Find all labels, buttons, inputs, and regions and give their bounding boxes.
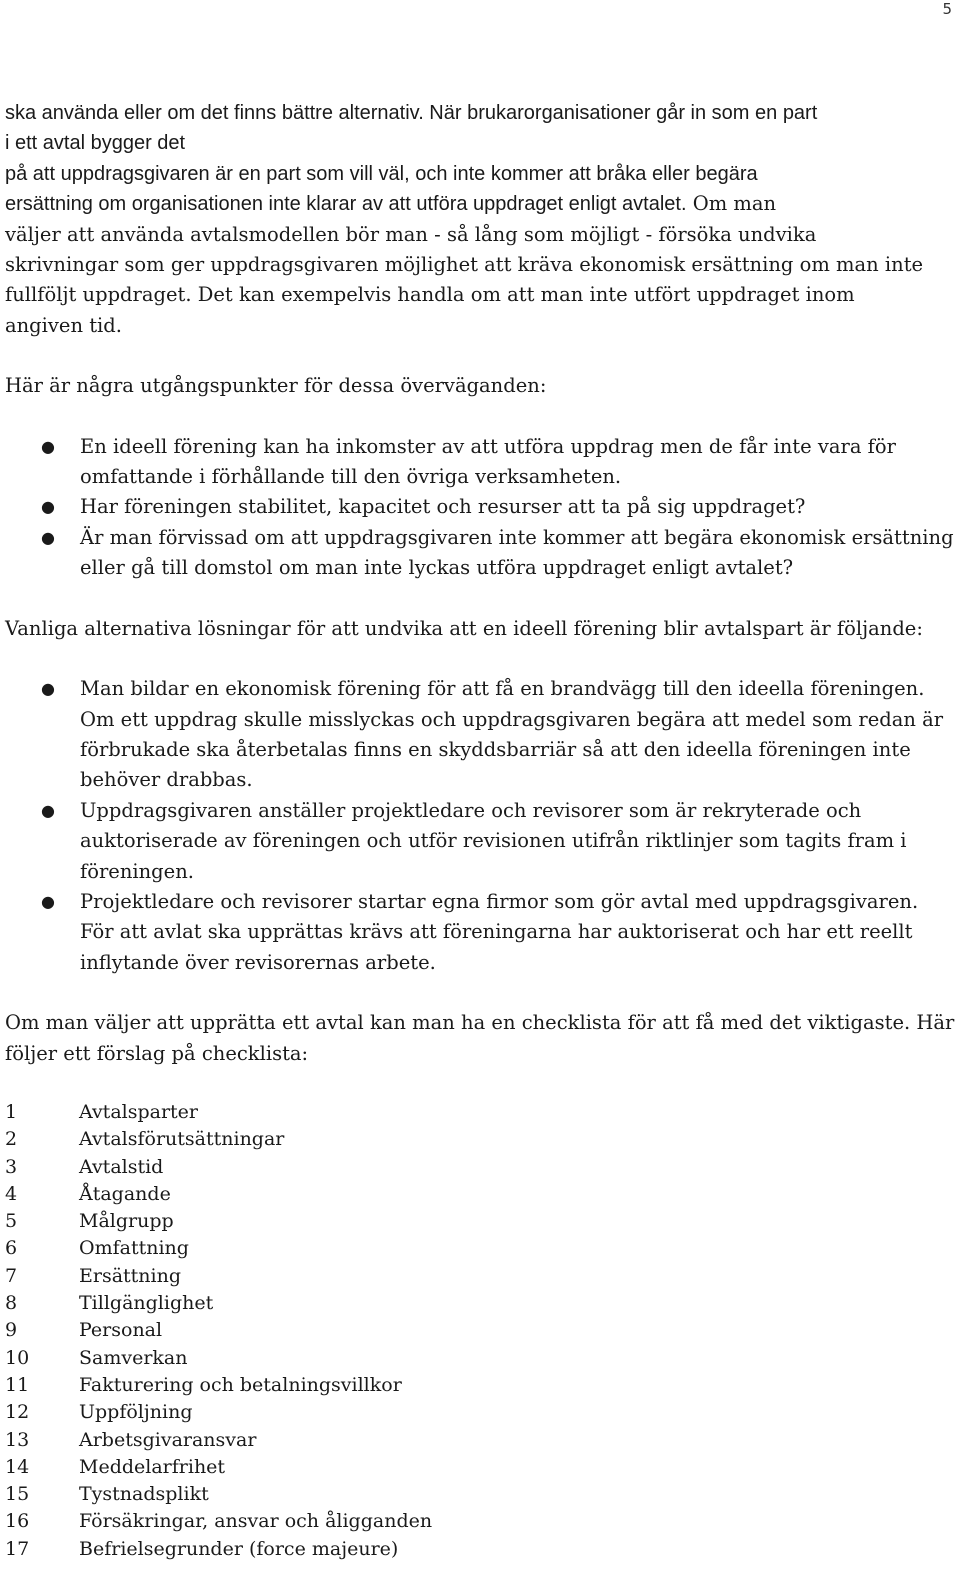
page-number: 5 xyxy=(942,0,952,18)
bullet-icon: ● xyxy=(41,497,55,517)
checklist-label: Befrielsegrunder (force majeure) xyxy=(79,1537,399,1560)
checklist-number: 10 xyxy=(5,1346,30,1369)
checklist-item xyxy=(5,1317,955,1344)
checklist-item xyxy=(5,1372,955,1399)
checklist-number: 5 xyxy=(5,1210,18,1233)
intro-paragraph xyxy=(5,98,955,341)
checklist-item xyxy=(5,1126,955,1153)
checklist-number: 6 xyxy=(5,1237,18,1260)
intro-line: skrivningar som ger uppdragsgivaren möjlighet att kräva ekonomisk ersättning om man inte xyxy=(5,253,924,277)
checklist-item xyxy=(5,1154,955,1181)
list-item xyxy=(5,492,955,522)
checklist-label: Avtalstid xyxy=(79,1155,164,1178)
checklist xyxy=(5,1099,955,1563)
checklist-label: Omfattning xyxy=(79,1237,189,1260)
checklist-item xyxy=(5,1099,955,1126)
checklist-item xyxy=(5,1399,955,1426)
checklist-item xyxy=(5,1427,955,1454)
checklist-item xyxy=(5,1181,955,1208)
checklist-number: 13 xyxy=(5,1428,30,1451)
checklist-item xyxy=(5,1290,955,1317)
intro-line: väljer att använda avtalsmodellen bör man - så lång som möjligt - försöka undvika xyxy=(5,222,817,246)
checklist-number: 9 xyxy=(5,1319,18,1342)
bullet-icon: ● xyxy=(41,527,55,547)
checklist-item xyxy=(5,1345,955,1372)
checklist-number: 4 xyxy=(5,1182,18,1205)
checklist-label: Fakturering och betalningsvillkor xyxy=(79,1373,402,1396)
checklist-number: 3 xyxy=(5,1155,18,1178)
checklist-number: 15 xyxy=(5,1483,30,1506)
checklist-item xyxy=(5,1208,955,1235)
list-item xyxy=(5,796,955,887)
document-body xyxy=(5,98,955,1563)
checklist-label: Avtalsparter xyxy=(79,1100,199,1123)
checklist-label: Försäkringar, ansvar och åligganden xyxy=(79,1510,433,1533)
checklist-number: 11 xyxy=(5,1373,30,1396)
alternatives-heading: Vanliga alternativa lösningar för att undvika att en ideell förening blir avtalspart är följande: xyxy=(5,616,923,640)
checklist-number: 17 xyxy=(5,1537,30,1560)
intro-continuation: Om man xyxy=(686,192,777,216)
list-item-text: Uppdragsgivaren anställer projektledare och revisorer som är rekryterade och auktoriserade av föreningen och utför revisionen utifrån riktlinjer som tagits fram i föreningen. xyxy=(80,798,907,883)
list-item-text: En ideell förening kan ha inkomster av att utföra uppdrag men de får inte vara för omfattande i förhållande till den övriga verksamheten. xyxy=(80,434,896,489)
checklist-label: Tystnadsplikt xyxy=(79,1483,209,1506)
bullet-icon: ● xyxy=(41,800,55,820)
checklist-label: Ersättning xyxy=(79,1264,182,1287)
list-item xyxy=(5,674,955,796)
list-item xyxy=(5,523,955,584)
bullet-icon: ● xyxy=(41,891,55,911)
checklist-label: Uppföljning xyxy=(79,1401,193,1424)
checklist-label: Åtagande xyxy=(79,1182,171,1205)
intro-line: på att uppdragsgivaren är en part som vill väl, och inte kommer att bråka eller begära xyxy=(5,162,758,185)
checklist-number: 16 xyxy=(5,1510,30,1533)
list-item-text: Man bildar en ekonomisk förening för att få en brandvägg till den ideella föreningen. Om ett uppdrag skulle misslyckas och uppdragsgivaren begära att medel som redan är förbrukade ska återbetalas finns en skyddsbarriär så att den ideella föreningen inte behöver drabbas. xyxy=(80,677,944,792)
list-item xyxy=(5,432,955,493)
checklist-number: 1 xyxy=(5,1100,18,1123)
list-item-text: Projektledare och revisorer startar egna firmor som gör avtal med uppdragsgivaren. För att avlat ska upprättas krävs att föreningarna har auktoriserat och har ett reellt inflytande över revisorernas arbete. xyxy=(80,889,919,974)
list-item-text: Har föreningen stabilitet, kapacitet och resurser att ta på sig uppdraget? xyxy=(80,495,806,519)
checklist-label: Meddelarfrihet xyxy=(79,1455,226,1478)
checklist-item xyxy=(5,1481,955,1508)
checklist-number: 12 xyxy=(5,1401,30,1424)
checklist-label: Samverkan xyxy=(79,1346,188,1369)
alternatives-list xyxy=(5,674,955,978)
intro-line: ska använda eller om det finns bättre alternativ. När brukarorganisationer går in som en part xyxy=(5,102,818,124)
checklist-number: 8 xyxy=(5,1292,18,1315)
checklist-item xyxy=(5,1508,955,1535)
checklist-number: 2 xyxy=(5,1128,18,1151)
intro-line: angiven tid. xyxy=(5,313,122,337)
checklist-label: Tillgänglighet xyxy=(79,1292,214,1315)
checklist-item xyxy=(5,1235,955,1262)
intro-line: fullföljt uppdraget. Det kan exempelvis handla om att man inte utfört uppdraget inom xyxy=(5,283,855,307)
checklist-item xyxy=(5,1454,955,1481)
checklist-item xyxy=(5,1263,955,1290)
list-item xyxy=(5,887,955,978)
checklist-item xyxy=(5,1536,955,1563)
checklist-intro: Om man väljer att upprätta ett avtal kan man ha en checklista för att få med det viktigaste. Här följer ett förslag på checklista: xyxy=(5,1011,955,1065)
intro-line: ersättning om organisationen inte klarar av att utföra uppdraget enligt avtalet. xyxy=(5,193,687,216)
checklist-label: Arbetsgivaransvar xyxy=(79,1428,257,1451)
intro-line-mixed xyxy=(5,189,955,219)
bullet-icon: ● xyxy=(41,679,55,699)
checklist-number: 7 xyxy=(5,1264,18,1287)
considerations-heading: Här är några utgångspunkter för dessa överväganden: xyxy=(5,374,547,398)
intro-line: i ett avtal bygger det xyxy=(5,132,186,155)
checklist-label: Målgrupp xyxy=(79,1210,174,1233)
bullet-icon: ● xyxy=(41,436,55,456)
checklist-number: 14 xyxy=(5,1455,30,1478)
checklist-label: Personal xyxy=(79,1319,163,1342)
list-item-text: Är man förvissad om att uppdragsgivaren inte kommer att begära ekonomisk ersättning eller gå till domstol om man inte lyckas utföra uppdraget enligt avtalet? xyxy=(80,525,954,580)
checklist-label: Avtalsförutsättningar xyxy=(79,1128,285,1151)
considerations-list xyxy=(5,432,955,584)
